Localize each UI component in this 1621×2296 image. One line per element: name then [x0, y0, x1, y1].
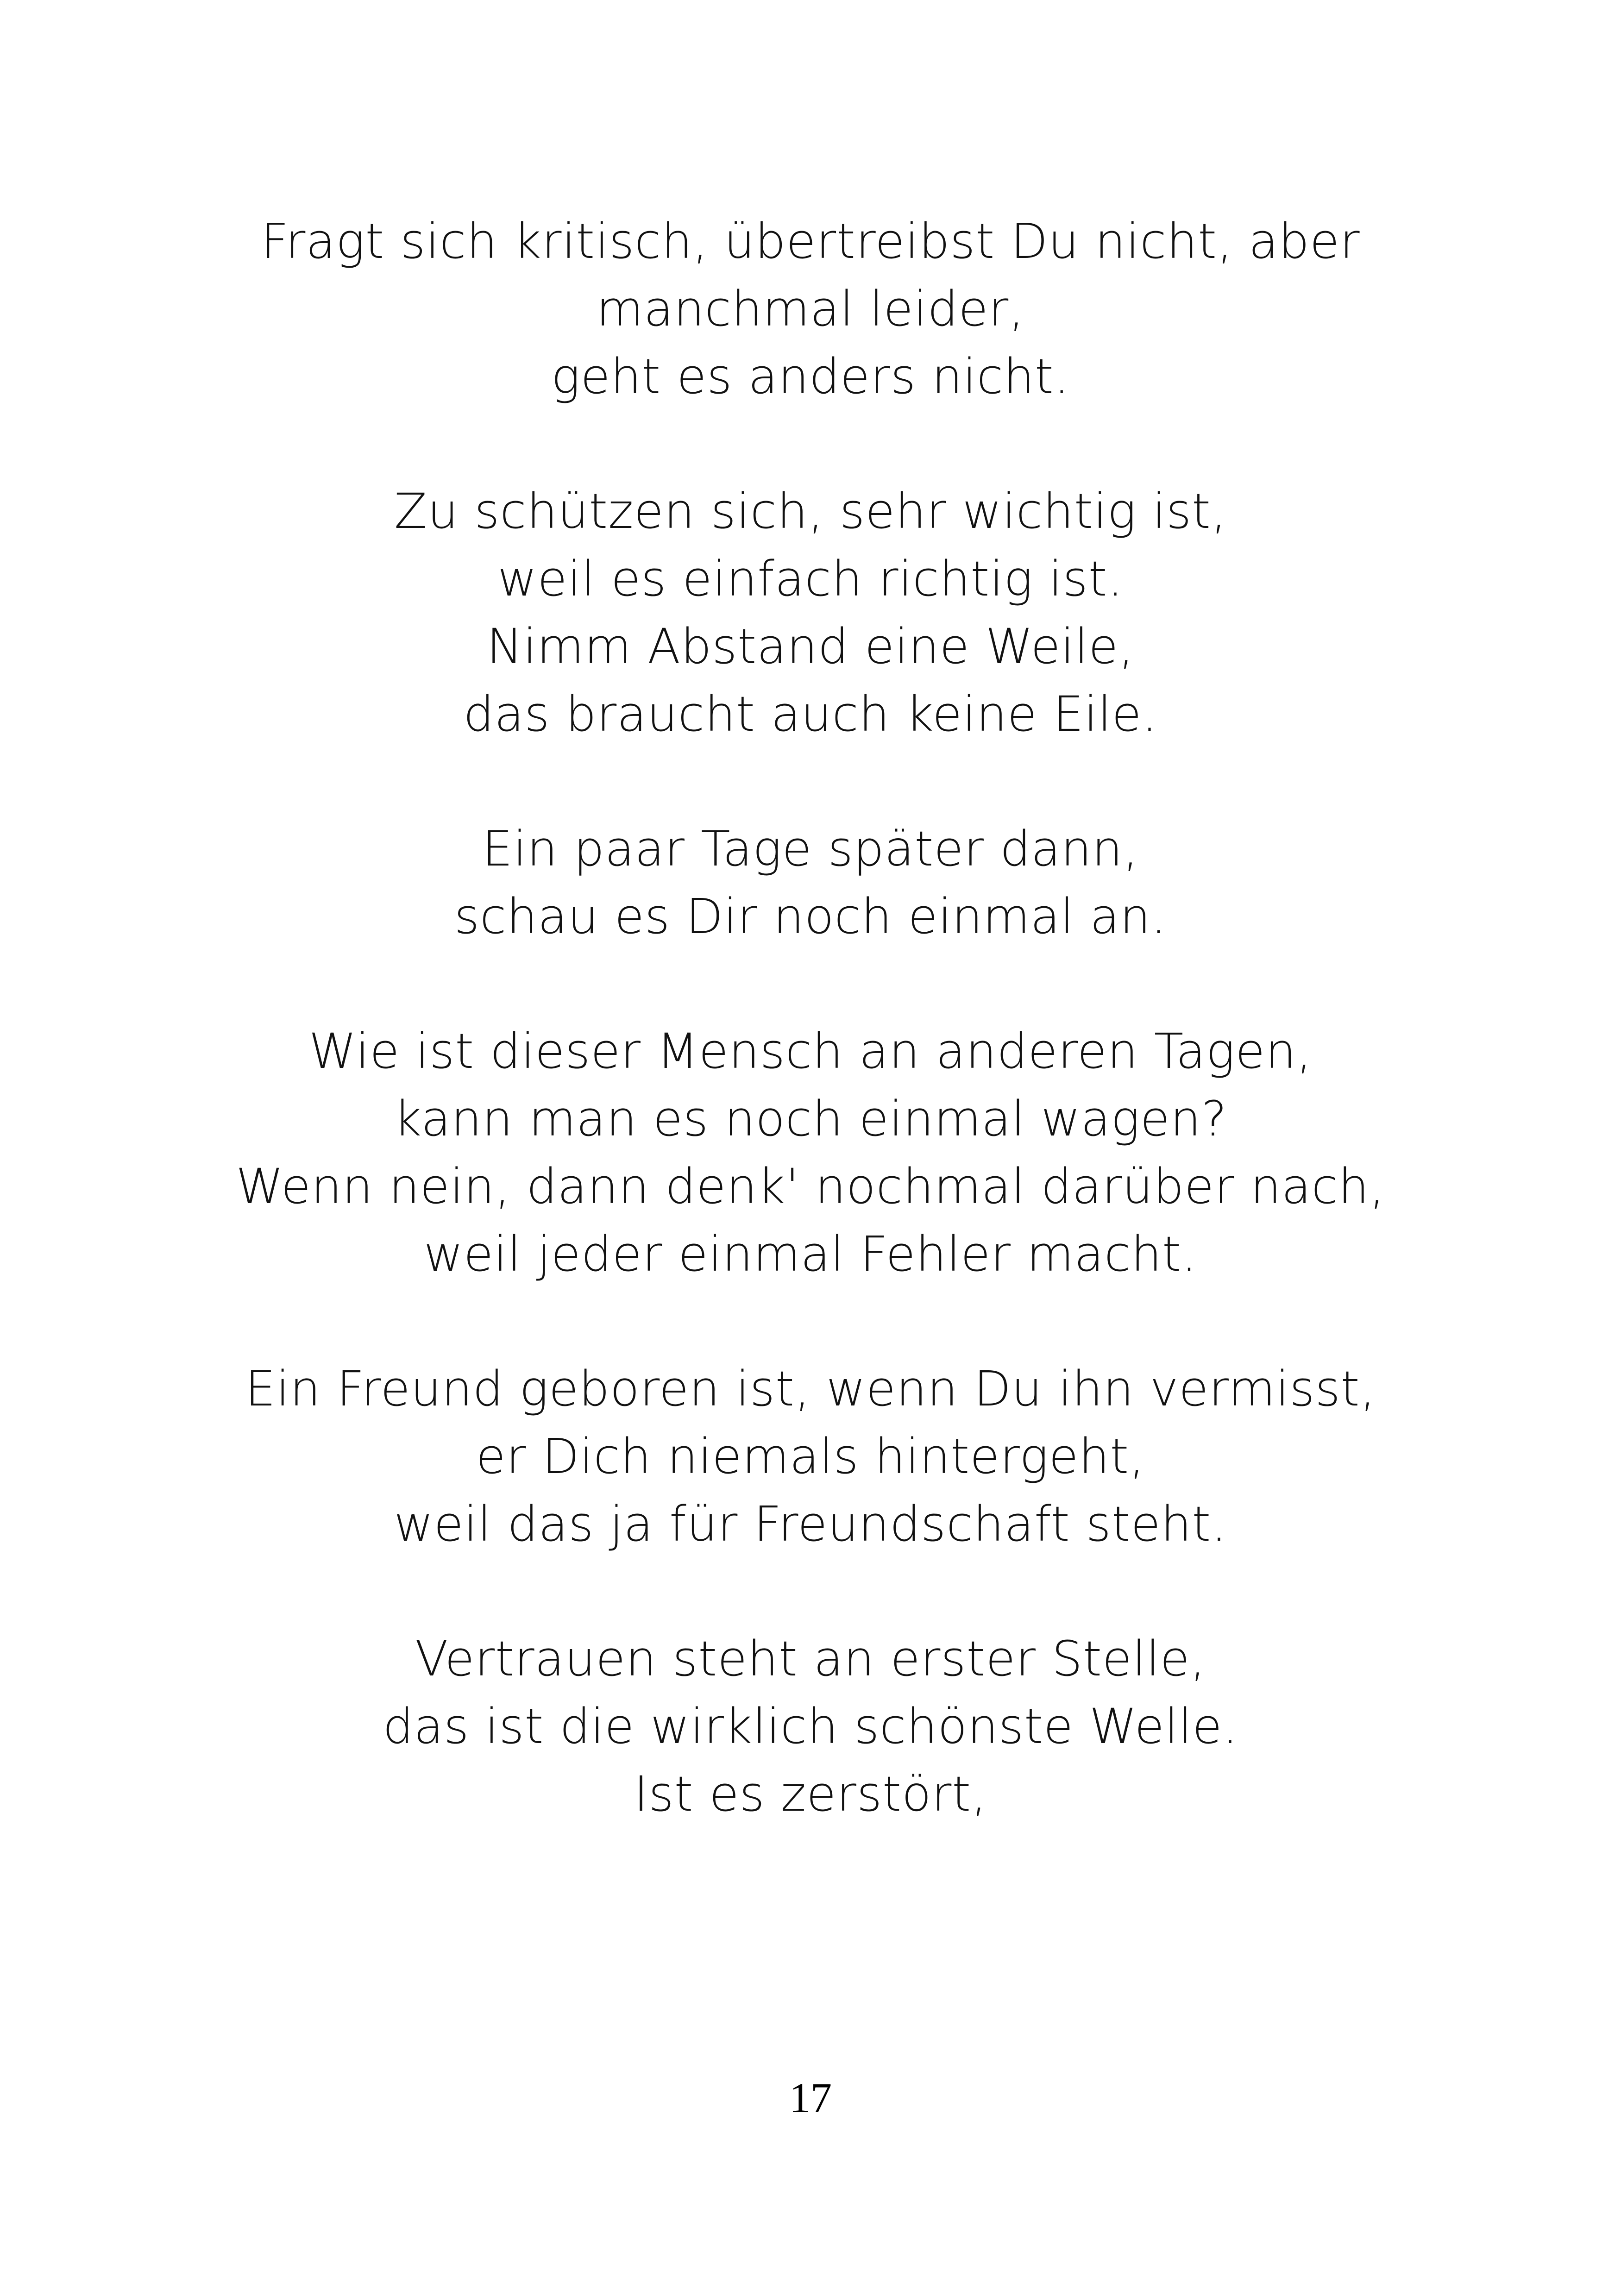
poem-line: weil das ja für Freundschaft steht.	[394, 1496, 1227, 1552]
poem-stanza-4	[0, 1017, 1621, 1288]
poem-stanza-6	[0, 1625, 1621, 1828]
poem-line: er Dich niemals hintergeht,	[476, 1428, 1145, 1485]
poem-line: Wenn nein, dann denk' nochmal darüber nach,	[236, 1158, 1385, 1215]
poem-line: weil es einfach richtig ist.	[497, 551, 1124, 607]
poem-stanza-1	[0, 207, 1621, 410]
poem-line: Vertrauen steht an erster Stelle,	[415, 1631, 1206, 1687]
poem-line: das braucht auch keine Eile.	[463, 686, 1158, 742]
poem-line: Zu schützen sich, sehr wichtig ist,	[394, 483, 1227, 539]
poem-stanza-3	[0, 815, 1621, 950]
poem-stanza-2	[0, 477, 1621, 748]
poem-line: Nimm Abstand eine Weile,	[486, 618, 1135, 675]
page-number: 17	[789, 2074, 832, 2121]
poem-line: Ein paar Tage später dann,	[482, 821, 1139, 877]
poem-stanza-5	[0, 1355, 1621, 1558]
poem-line: Fragt sich kritisch, übertreibst Du nicht, aber	[261, 213, 1360, 270]
poem-line: weil jeder einmal Fehler macht.	[423, 1226, 1198, 1282]
poem-line: kann man es noch einmal wagen?	[393, 1091, 1228, 1147]
poem-body	[0, 207, 1621, 1895]
poem-line: manchmal leider,	[596, 281, 1025, 337]
poem-line: das ist die wirklich schönste Welle.	[383, 1698, 1238, 1755]
poem-line: Ist es zerstört,	[634, 1766, 987, 1822]
poem-line: Ein Freund geboren ist, wenn Du ihn vermisst,	[245, 1361, 1376, 1417]
poem-line: geht es anders nicht.	[551, 348, 1070, 405]
poem-line: schau es Dir noch einmal an.	[454, 888, 1167, 945]
poem-line: Wie ist dieser Mensch an anderen Tagen,	[308, 1023, 1313, 1079]
